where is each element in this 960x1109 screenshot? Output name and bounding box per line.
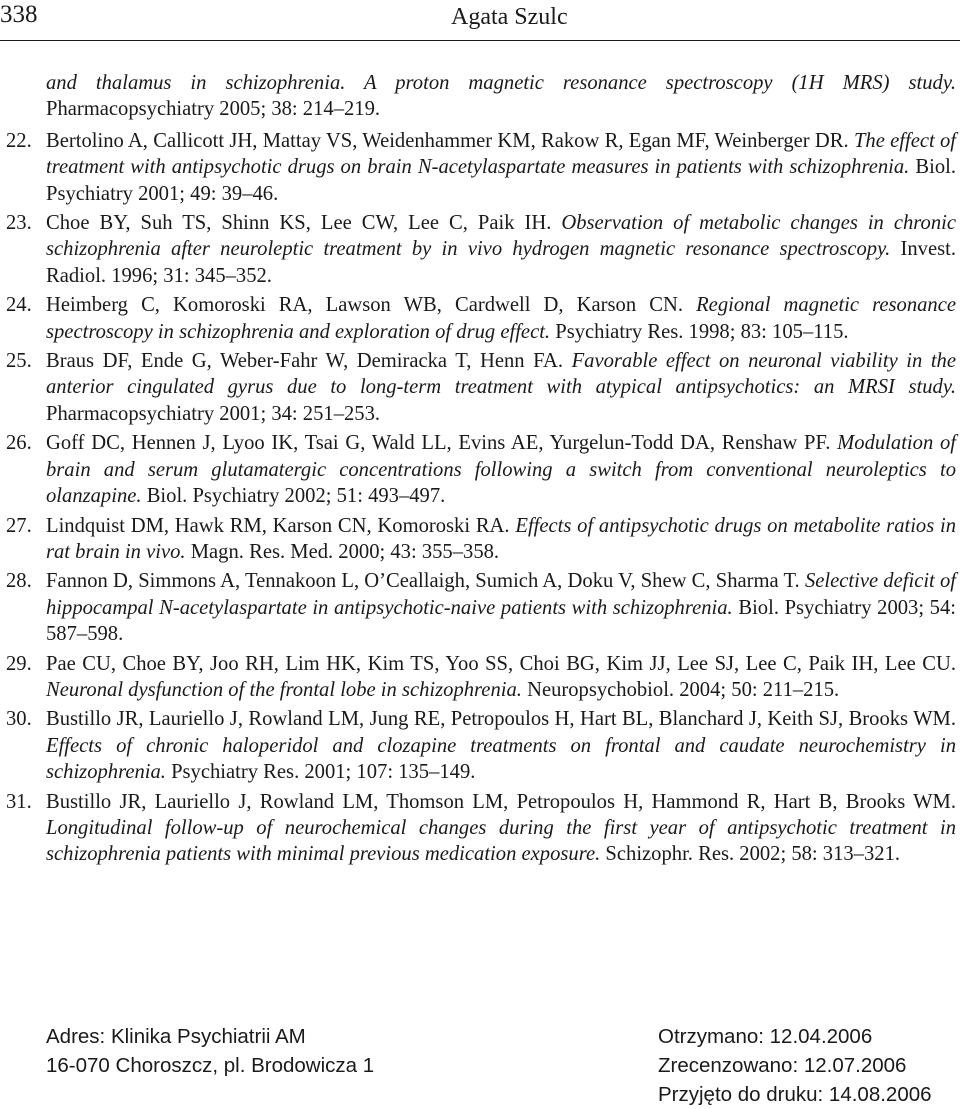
reference-number: 30. <box>6 708 32 731</box>
reference-authors: Bustillo JR, Lauriello J, Rowland LM, Thomson LM, Petropoulos H, Hammond R, Hart B, Brooks WM. <box>46 790 956 813</box>
reference-title: and thalamus in schizophrenia. A proton magnetic resonance spectroscopy (1H MRS) study. <box>46 72 956 94</box>
reference-item <box>6 348 956 427</box>
reference-item <box>6 706 956 785</box>
reference-authors: Braus DF, Ende G, Weber-Fahr W, Demiracka T, Henn FA. <box>46 350 564 373</box>
reference-number: 23. <box>6 212 32 235</box>
reference-source: Biol. Psychiatry 2001; 49: 39–46. <box>46 156 956 205</box>
reference-source: Invest. Radiol. 1996; 31: 345–352. <box>46 238 956 287</box>
running-head-author: Agata Szulc <box>451 4 568 30</box>
reference-title: Longitudinal follow-up of neurochemical changes during the first year of antipsychotic treatment in schizophrenia patients with minimal previous medication exposure. <box>46 816 956 866</box>
reference-item <box>6 513 956 566</box>
reference-source: Neuropsychobiol. 2004; 50: 211–215. <box>527 678 840 701</box>
address-line: 16-070 Choroszcz, pl. Brodowicza 1 <box>46 1054 375 1077</box>
reference-item <box>6 568 956 647</box>
address-line: Adres: Klinika Psychiatrii AM <box>46 1025 306 1048</box>
reference-number: 22. <box>6 129 32 152</box>
reference-number: 29. <box>6 652 32 675</box>
reference-source: Psychiatry Res. 1998; 83: 105–115. <box>555 320 849 343</box>
reference-source: Schizophr. Res. 2002; 58: 313–321. <box>605 843 901 866</box>
reference-authors: Choe BY, Suh TS, Shinn KS, Lee CW, Lee C, Paik IH. <box>46 212 552 235</box>
reference-title: Modulation of brain and serum glutamatergic concentrations following a switch from conventional neuroleptics to olanzapine. <box>46 432 956 508</box>
reference-title: Effects of chronic haloperidol and clozapine treatments on frontal and caudate neurochemistry in schizophrenia. <box>46 734 956 784</box>
reference-authors: Heimberg C, Komoroski RA, Lawson WB, Cardwell D, Karson CN. <box>46 294 683 317</box>
reference-number: 26. <box>6 432 32 455</box>
reference-list <box>6 70 956 871</box>
reference-authors: Fannon D, Simmons A, Tennakoon L, O’Ceallaigh, Sumich A, Doku V, Shew C, Sharma T. <box>46 570 800 593</box>
reference-title: Neuronal dysfunction of the frontal lobe in schizophrenia. <box>46 678 522 701</box>
reference-item <box>6 128 956 207</box>
reference-number: 24. <box>6 294 32 317</box>
reference-source: Pharmacopsychiatry 2005; 38: 214–219. <box>46 98 381 121</box>
reference-authors: Bertolino A, Callicott JH, Mattay VS, Weidenhammer KM, Rakow R, Egan MF, Weinberger DR. <box>46 129 849 152</box>
received-date: Otrzymano: 12.04.2006 <box>658 1025 873 1048</box>
reference-source: Biol. Psychiatry 2003; 54: 587–598. <box>46 596 956 646</box>
reference-continued <box>6 70 956 123</box>
reference-source: Biol. Psychiatry 2002; 51: 493–497. <box>146 485 446 508</box>
correspondence-address <box>46 1022 374 1080</box>
accepted-date: Przyjęto do druku: 14.08.2006 <box>658 1083 932 1106</box>
reference-title: Effects of antipsychotic drugs on metabolite ratios in rat brain in vivo. <box>46 514 957 563</box>
reference-number: 25. <box>6 350 32 373</box>
header-rule <box>0 40 960 41</box>
reference-source: Pharmacopsychiatry 2001; 34: 251–253. <box>46 402 381 425</box>
reference-source: Magn. Res. Med. 2000; 43: 355–358. <box>190 540 500 563</box>
reference-number: 27. <box>6 514 32 537</box>
reference-title: Selective deficit of hippocampal N-acetylaspartate in antipsychotic-naive patients with schizophrenia. <box>46 570 956 619</box>
reference-source: Psychiatry Res. 2001; 107: 135–149. <box>171 761 476 784</box>
reference-authors: Goff DC, Hennen J, Lyoo IK, Tsai G, Wald LL, Evins AE, Yurgelun-Todd DA, Renshaw PF. <box>46 432 831 455</box>
reference-title: Regional magnetic resonance spectroscopy in schizophrenia and exploration of drug effect. <box>46 294 956 343</box>
reference-title: The effect of treatment with antipsychotic drugs on brain N-acetylaspartate measures in patients with schizophrenia. <box>46 129 956 179</box>
reference-number: 28. <box>6 570 32 593</box>
reference-number: 31. <box>6 790 32 813</box>
reviewed-date: Zrecenzowano: 12.07.2006 <box>658 1054 907 1077</box>
publication-dates <box>658 1022 932 1109</box>
reference-authors: Pae CU, Choe BY, Joo RH, Lim HK, Kim TS, Yoo SS, Choi BG, Kim JJ, Lee SJ, Lee C, Paik IH, Lee CU. <box>46 652 956 675</box>
reference-title: Favorable effect on neuronal viability in the anterior cingulated gyrus due to long-term treatment with atypical antipsychotics: an MRSI study. <box>46 350 956 399</box>
page-header <box>0 0 960 44</box>
reference-authors: Bustillo JR, Lauriello J, Rowland LM, Jung RE, Petropoulos H, Hart BL, Blanchard J, Keith SJ, Brooks WM. <box>46 708 956 731</box>
reference-item <box>6 210 956 289</box>
reference-title: Observation of metabolic changes in chronic schizophrenia after neuroleptic treatment by in vivo hydrogen magnetic resonance spectroscopy. <box>46 212 956 261</box>
reference-item <box>6 789 956 868</box>
reference-authors: Lindquist DM, Hawk RM, Karson CN, Komoroski RA. <box>46 514 510 537</box>
reference-item <box>6 651 956 704</box>
reference-item <box>6 292 956 345</box>
page-number: 338 <box>0 1 38 28</box>
reference-item <box>6 430 956 509</box>
